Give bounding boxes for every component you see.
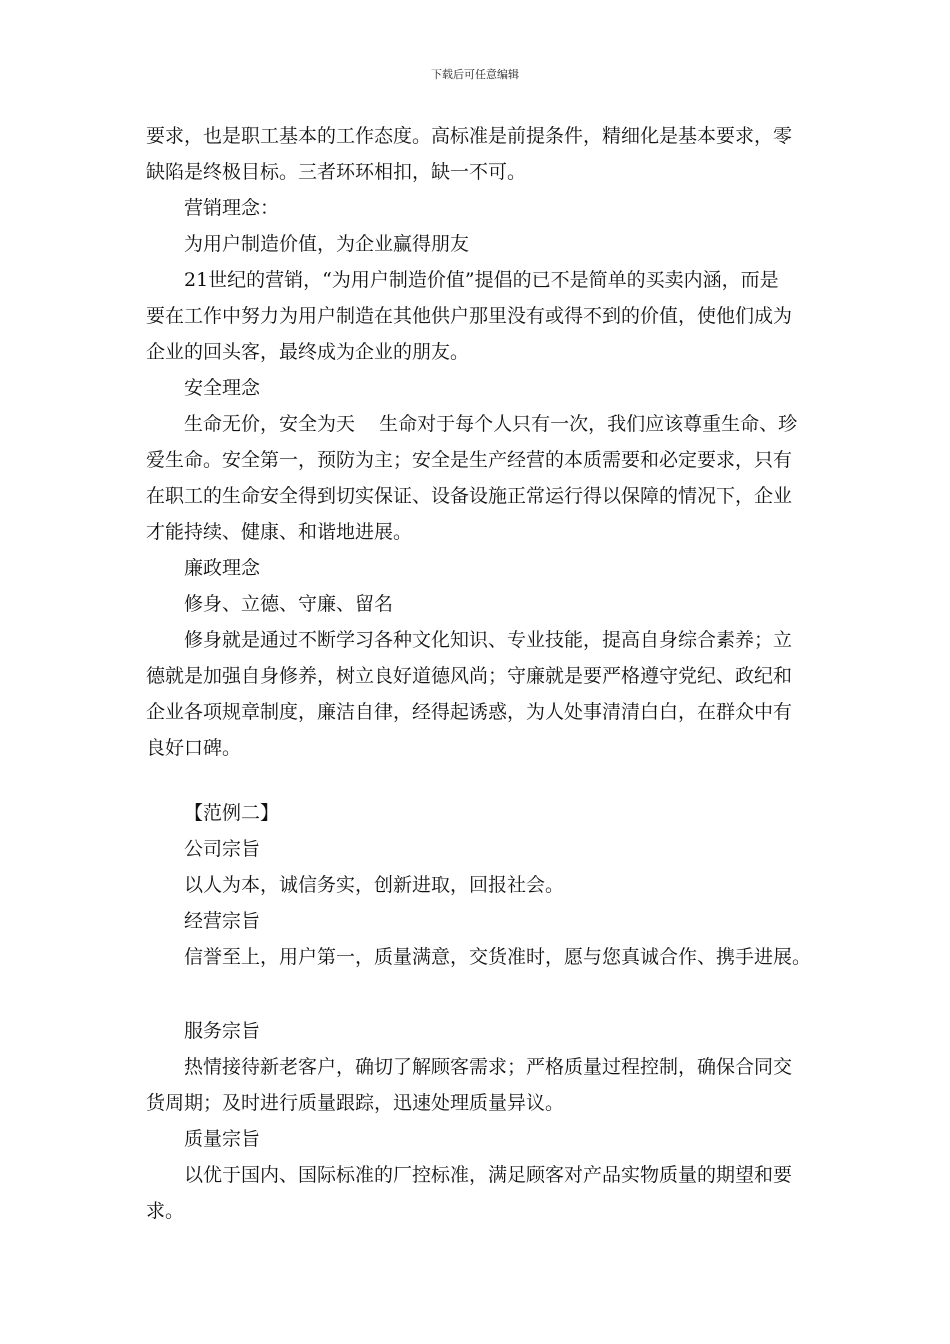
section-heading: 营销理念：: [184, 197, 280, 219]
paragraph-line: 修身就是通过不断学习各种文化知识、专业技能，提高自身综合素养；立: [184, 629, 793, 651]
section-heading: 安全理念: [184, 377, 261, 399]
section-heading: 经营宗旨: [184, 910, 261, 932]
paragraph-line: 生命无价，安全为天 生命对于每个人只有一次，我们应该尊重生命、珍: [184, 413, 798, 435]
paragraph-line: 21世纪的营销，“为用户制造价值”提倡的已不是简单的买卖内涵，而是: [184, 269, 779, 291]
section-heading: 质量宗旨: [184, 1128, 261, 1150]
paragraph-line: 热情接待新老客户，确切了解顾客需求；严格质量过程控制，确保合同交: [184, 1056, 793, 1078]
paragraph-line: 要在工作中努力为用户制造在其他供户那里没有或得不到的价值，使他们成为: [146, 305, 793, 327]
paragraph-line: 德就是加强自身修养，树立良好道德风尚；守廉就是要严格遵守党纪、政纪和: [146, 665, 793, 687]
section-heading: 公司宗旨: [184, 838, 261, 860]
section-motto: 为用户制造价值，为企业赢得朋友: [184, 233, 470, 255]
paragraph-line: 企业各项规章制度，廉洁自律，经得起诱惑，为人处事清清白白，在群众中有: [146, 701, 793, 723]
paragraph-line: 求。: [146, 1200, 185, 1222]
paragraph-line: 货周期；及时进行质量跟踪，迅速处理质量异议。: [146, 1092, 565, 1114]
paragraph-line: 信誉至上，用户第一，质量满意，交货准时，愿与您真诚合作、携手进展。: [184, 946, 812, 968]
example-heading: 【范例二】: [184, 802, 280, 824]
paragraph-line: 在职工的生命安全得到切实保证、设备设施正常运行得以保障的情况下，企业: [146, 485, 793, 507]
paragraph-line: 企业的回头客，最终成为企业的朋友。: [146, 341, 470, 363]
paragraph-line: 缺陷是终极目标。三者环环相扣，缺一不可。: [146, 161, 527, 183]
document-body: [146, 118, 836, 1229]
paragraph-line: 以人为本，诚信务实，创新进取，回报社会。: [184, 874, 565, 896]
page-header: 下载后可任意编辑: [431, 68, 519, 81]
paragraph-line: 爱生命。安全第一，预防为主；安全是生产经营的本质需要和必定要求，只有: [146, 449, 793, 471]
paragraph-line: 才能持续、健康、和谐地进展。: [146, 521, 413, 543]
paragraph-line: 良好口碑。: [146, 737, 242, 759]
section-motto: 修身、立德、守廉、留名: [184, 593, 394, 615]
section-heading: 服务宗旨: [184, 1020, 261, 1042]
paragraph-line: 要求，也是职工基本的工作态度。高标准是前提条件，精细化是基本要求，零: [146, 125, 793, 147]
paragraph-line: 以优于国内、国际标准的厂控标准，满足顾客对产品实物质量的期望和要: [184, 1164, 793, 1186]
section-heading: 廉政理念: [184, 557, 261, 579]
